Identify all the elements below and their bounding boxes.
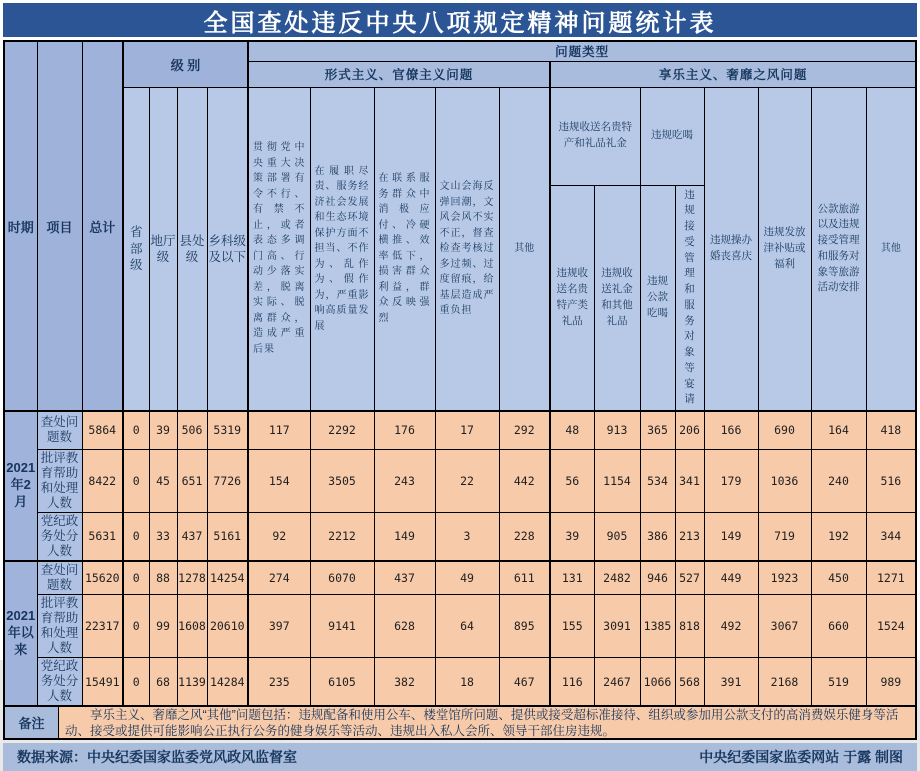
header-gift-group: 违规收送名贵特产和礼品礼金 xyxy=(550,87,640,185)
data-cell: 149 xyxy=(374,512,435,561)
data-cell: 1271 xyxy=(866,561,916,595)
data-cell: 39 xyxy=(149,411,177,449)
data-cell: 149 xyxy=(704,512,758,561)
header-formalism-other: 其他 xyxy=(499,87,550,411)
data-cell: 1608 xyxy=(177,595,207,658)
data-cell: 2292 xyxy=(310,411,374,449)
header-level-provincial: 省部级 xyxy=(123,87,149,411)
data-cell: 895 xyxy=(499,595,550,658)
data-cell: 64 xyxy=(435,595,499,658)
data-cell: 1154 xyxy=(594,449,640,512)
data-cell: 179 xyxy=(704,449,758,512)
data-cell: 14254 xyxy=(207,561,248,595)
remark-label: 备注 xyxy=(5,707,59,738)
data-cell: 506 xyxy=(177,411,207,449)
data-cell: 0 xyxy=(123,411,149,449)
header-level-county: 县处级 xyxy=(177,87,207,411)
header-item: 项目 xyxy=(37,41,82,411)
credit-text: 中央纪委国家监委网站 于露 制图 xyxy=(699,749,903,765)
data-cell: 48 xyxy=(550,411,594,449)
data-cell: 365 xyxy=(640,411,675,449)
data-cell: 437 xyxy=(177,512,207,561)
data-cell: 154 xyxy=(248,449,310,512)
header-gift-specialty: 违规收送名贵特产类礼品 xyxy=(550,185,594,411)
row-label: 查处问题数 xyxy=(37,411,82,449)
data-cell: 17 xyxy=(435,411,499,449)
data-cell: 3505 xyxy=(310,449,374,512)
data-cell: 15620 xyxy=(82,561,123,595)
header-formalism-col-3: 在联系服务群众中消极应付、冷硬横推、效率低下，损害群众利益，群众反映强烈 xyxy=(374,87,435,411)
remark-row xyxy=(3,707,917,740)
data-cell: 5161 xyxy=(207,512,248,561)
data-cell: 5864 xyxy=(82,411,123,449)
data-cell: 418 xyxy=(866,411,916,449)
header-period: 时期 xyxy=(4,41,37,411)
header-dining-public-funds: 违规公款吃喝 xyxy=(640,185,675,411)
header-allowances: 违规发放津补贴或福利 xyxy=(758,87,811,411)
row-label: 查处问题数 xyxy=(37,561,82,595)
data-cell: 519 xyxy=(811,658,866,707)
data-cell: 527 xyxy=(675,561,704,595)
data-cell: 33 xyxy=(149,512,177,561)
data-cell: 9141 xyxy=(310,595,374,658)
data-cell: 20610 xyxy=(207,595,248,658)
data-cell: 1524 xyxy=(866,595,916,658)
data-cell: 7726 xyxy=(207,449,248,512)
data-cell: 56 xyxy=(550,449,594,512)
data-cell: 651 xyxy=(177,449,207,512)
data-cell: 164 xyxy=(811,411,866,449)
data-cell: 450 xyxy=(811,561,866,595)
header-formalism-col-2: 在履职尽责、服务经济社会发展和生态环境保护方面不担当、不作为、乱作为、假作为，严重影响高质量发展 xyxy=(310,87,374,411)
row-label: 批评教育帮助和处理人数 xyxy=(37,595,82,658)
table-title: 全国查处违反中央八项规定精神问题统计表 xyxy=(203,9,717,37)
data-cell: 39 xyxy=(550,512,594,561)
data-cell: 228 xyxy=(499,512,550,561)
data-cell: 467 xyxy=(499,658,550,707)
header-formalism-col-1: 贯彻党中央重大决策部署有令不行、有禁不止，或者表态多调门高、行动少落实差，脱离实际、脱离群众，造成严重后果 xyxy=(248,87,310,411)
data-cell: 913 xyxy=(594,411,640,449)
data-cell: 344 xyxy=(866,512,916,561)
table-title-bar xyxy=(3,3,917,37)
data-cell: 534 xyxy=(640,449,675,512)
data-cell: 99 xyxy=(149,595,177,658)
header-formalism-group: 形式主义、官僚主义问题 xyxy=(248,61,550,87)
header-level-group: 级 别 xyxy=(123,41,248,87)
data-cell: 492 xyxy=(704,595,758,658)
data-cell: 176 xyxy=(374,411,435,449)
data-cell: 2467 xyxy=(594,658,640,707)
data-cell: 611 xyxy=(499,561,550,595)
data-cell: 22317 xyxy=(82,595,123,658)
data-cell: 905 xyxy=(594,512,640,561)
header-gift-cash: 违规收送礼金和其他礼品 xyxy=(594,185,640,411)
period-since-2021: 2021年以来 xyxy=(4,561,37,707)
header-dining-banquets: 违规接受管理和服务对象等宴请 xyxy=(675,185,704,411)
data-cell: 946 xyxy=(640,561,675,595)
data-cell: 1139 xyxy=(177,658,207,707)
data-cell: 818 xyxy=(675,595,704,658)
header-level-prefecture: 地厅级 xyxy=(149,87,177,411)
data-cell: 166 xyxy=(704,411,758,449)
row-label: 党纪政务处分人数 xyxy=(37,512,82,561)
data-cell: 0 xyxy=(123,561,149,595)
data-cell: 3091 xyxy=(594,595,640,658)
data-cell: 2482 xyxy=(594,561,640,595)
header-total: 总计 xyxy=(82,41,123,411)
header-wedding-funeral: 违规操办婚丧喜庆 xyxy=(704,87,758,411)
data-cell: 719 xyxy=(758,512,811,561)
header-hedonism-other: 其他 xyxy=(866,87,916,411)
footer-bar xyxy=(3,743,917,771)
data-cell: 437 xyxy=(374,561,435,595)
data-cell: 6105 xyxy=(310,658,374,707)
data-cell: 341 xyxy=(675,449,704,512)
data-cell: 292 xyxy=(499,411,550,449)
data-cell: 568 xyxy=(675,658,704,707)
data-cell: 49 xyxy=(435,561,499,595)
data-cell: 0 xyxy=(123,595,149,658)
data-cell: 92 xyxy=(248,512,310,561)
stats-table xyxy=(3,40,917,707)
data-cell: 442 xyxy=(499,449,550,512)
data-cell: 8422 xyxy=(82,449,123,512)
header-dining-group: 违规吃喝 xyxy=(640,87,704,185)
header-public-travel: 公款旅游以及违规接受管理和服务对象等旅游活动安排 xyxy=(811,87,866,411)
header-formalism-col-4: 文山会海反弹回潮，文风会风不实不正，督查检查考核过多过频、过度留痕，给基层造成严重负担 xyxy=(435,87,499,411)
data-cell: 1278 xyxy=(177,561,207,595)
data-cell: 213 xyxy=(675,512,704,561)
data-cell: 989 xyxy=(866,658,916,707)
data-cell: 449 xyxy=(704,561,758,595)
row-label: 党纪政务处分人数 xyxy=(37,658,82,707)
data-cell: 15491 xyxy=(82,658,123,707)
data-cell: 0 xyxy=(123,449,149,512)
data-cell: 243 xyxy=(374,449,435,512)
data-cell: 391 xyxy=(704,658,758,707)
data-cell: 240 xyxy=(811,449,866,512)
data-cell: 516 xyxy=(866,449,916,512)
header-problem-type-group: 问题类型 xyxy=(248,41,916,61)
header-hedonism-group: 享乐主义、奢靡之风问题 xyxy=(550,61,916,87)
data-cell: 397 xyxy=(248,595,310,658)
data-cell: 68 xyxy=(149,658,177,707)
data-cell: 5631 xyxy=(82,512,123,561)
data-cell: 206 xyxy=(675,411,704,449)
data-cell: 1923 xyxy=(758,561,811,595)
data-cell: 235 xyxy=(248,658,310,707)
data-cell: 3 xyxy=(435,512,499,561)
data-cell: 382 xyxy=(374,658,435,707)
data-cell: 116 xyxy=(550,658,594,707)
data-cell: 690 xyxy=(758,411,811,449)
data-cell: 0 xyxy=(123,512,149,561)
data-cell: 386 xyxy=(640,512,675,561)
row-label: 批评教育帮助和处理人数 xyxy=(37,449,82,512)
data-source-text: 数据来源：中央纪委国家监委党风政风监督室 xyxy=(17,749,297,765)
data-cell: 1066 xyxy=(640,658,675,707)
data-cell: 5319 xyxy=(207,411,248,449)
data-cell: 1036 xyxy=(758,449,811,512)
data-cell: 155 xyxy=(550,595,594,658)
data-cell: 660 xyxy=(811,595,866,658)
period-feb-2021: 2021年2月 xyxy=(4,411,37,561)
data-cell: 0 xyxy=(123,658,149,707)
data-cell: 14284 xyxy=(207,658,248,707)
data-cell: 117 xyxy=(248,411,310,449)
data-cell: 45 xyxy=(149,449,177,512)
header-level-township: 乡科级及以下 xyxy=(207,87,248,411)
data-cell: 192 xyxy=(811,512,866,561)
data-cell: 131 xyxy=(550,561,594,595)
data-cell: 1385 xyxy=(640,595,675,658)
data-cell: 2212 xyxy=(310,512,374,561)
data-cell: 18 xyxy=(435,658,499,707)
data-cell: 88 xyxy=(149,561,177,595)
data-cell: 6070 xyxy=(310,561,374,595)
data-cell: 22 xyxy=(435,449,499,512)
data-cell: 274 xyxy=(248,561,310,595)
data-cell: 628 xyxy=(374,595,435,658)
data-cell: 2168 xyxy=(758,658,811,707)
data-cell: 3067 xyxy=(758,595,811,658)
remark-text: 享乐主义、奢靡之风“其他”问题包括：违规配备和使用公车、楼堂馆所问题、提供或接受超标准接待、组织或参加用公款支付的高消费娱乐健身等活动、接受或提供可能影响公正执行公务的健身娱乐等活动、违规出入私人会所、领导干部住房违规。 xyxy=(59,707,915,738)
